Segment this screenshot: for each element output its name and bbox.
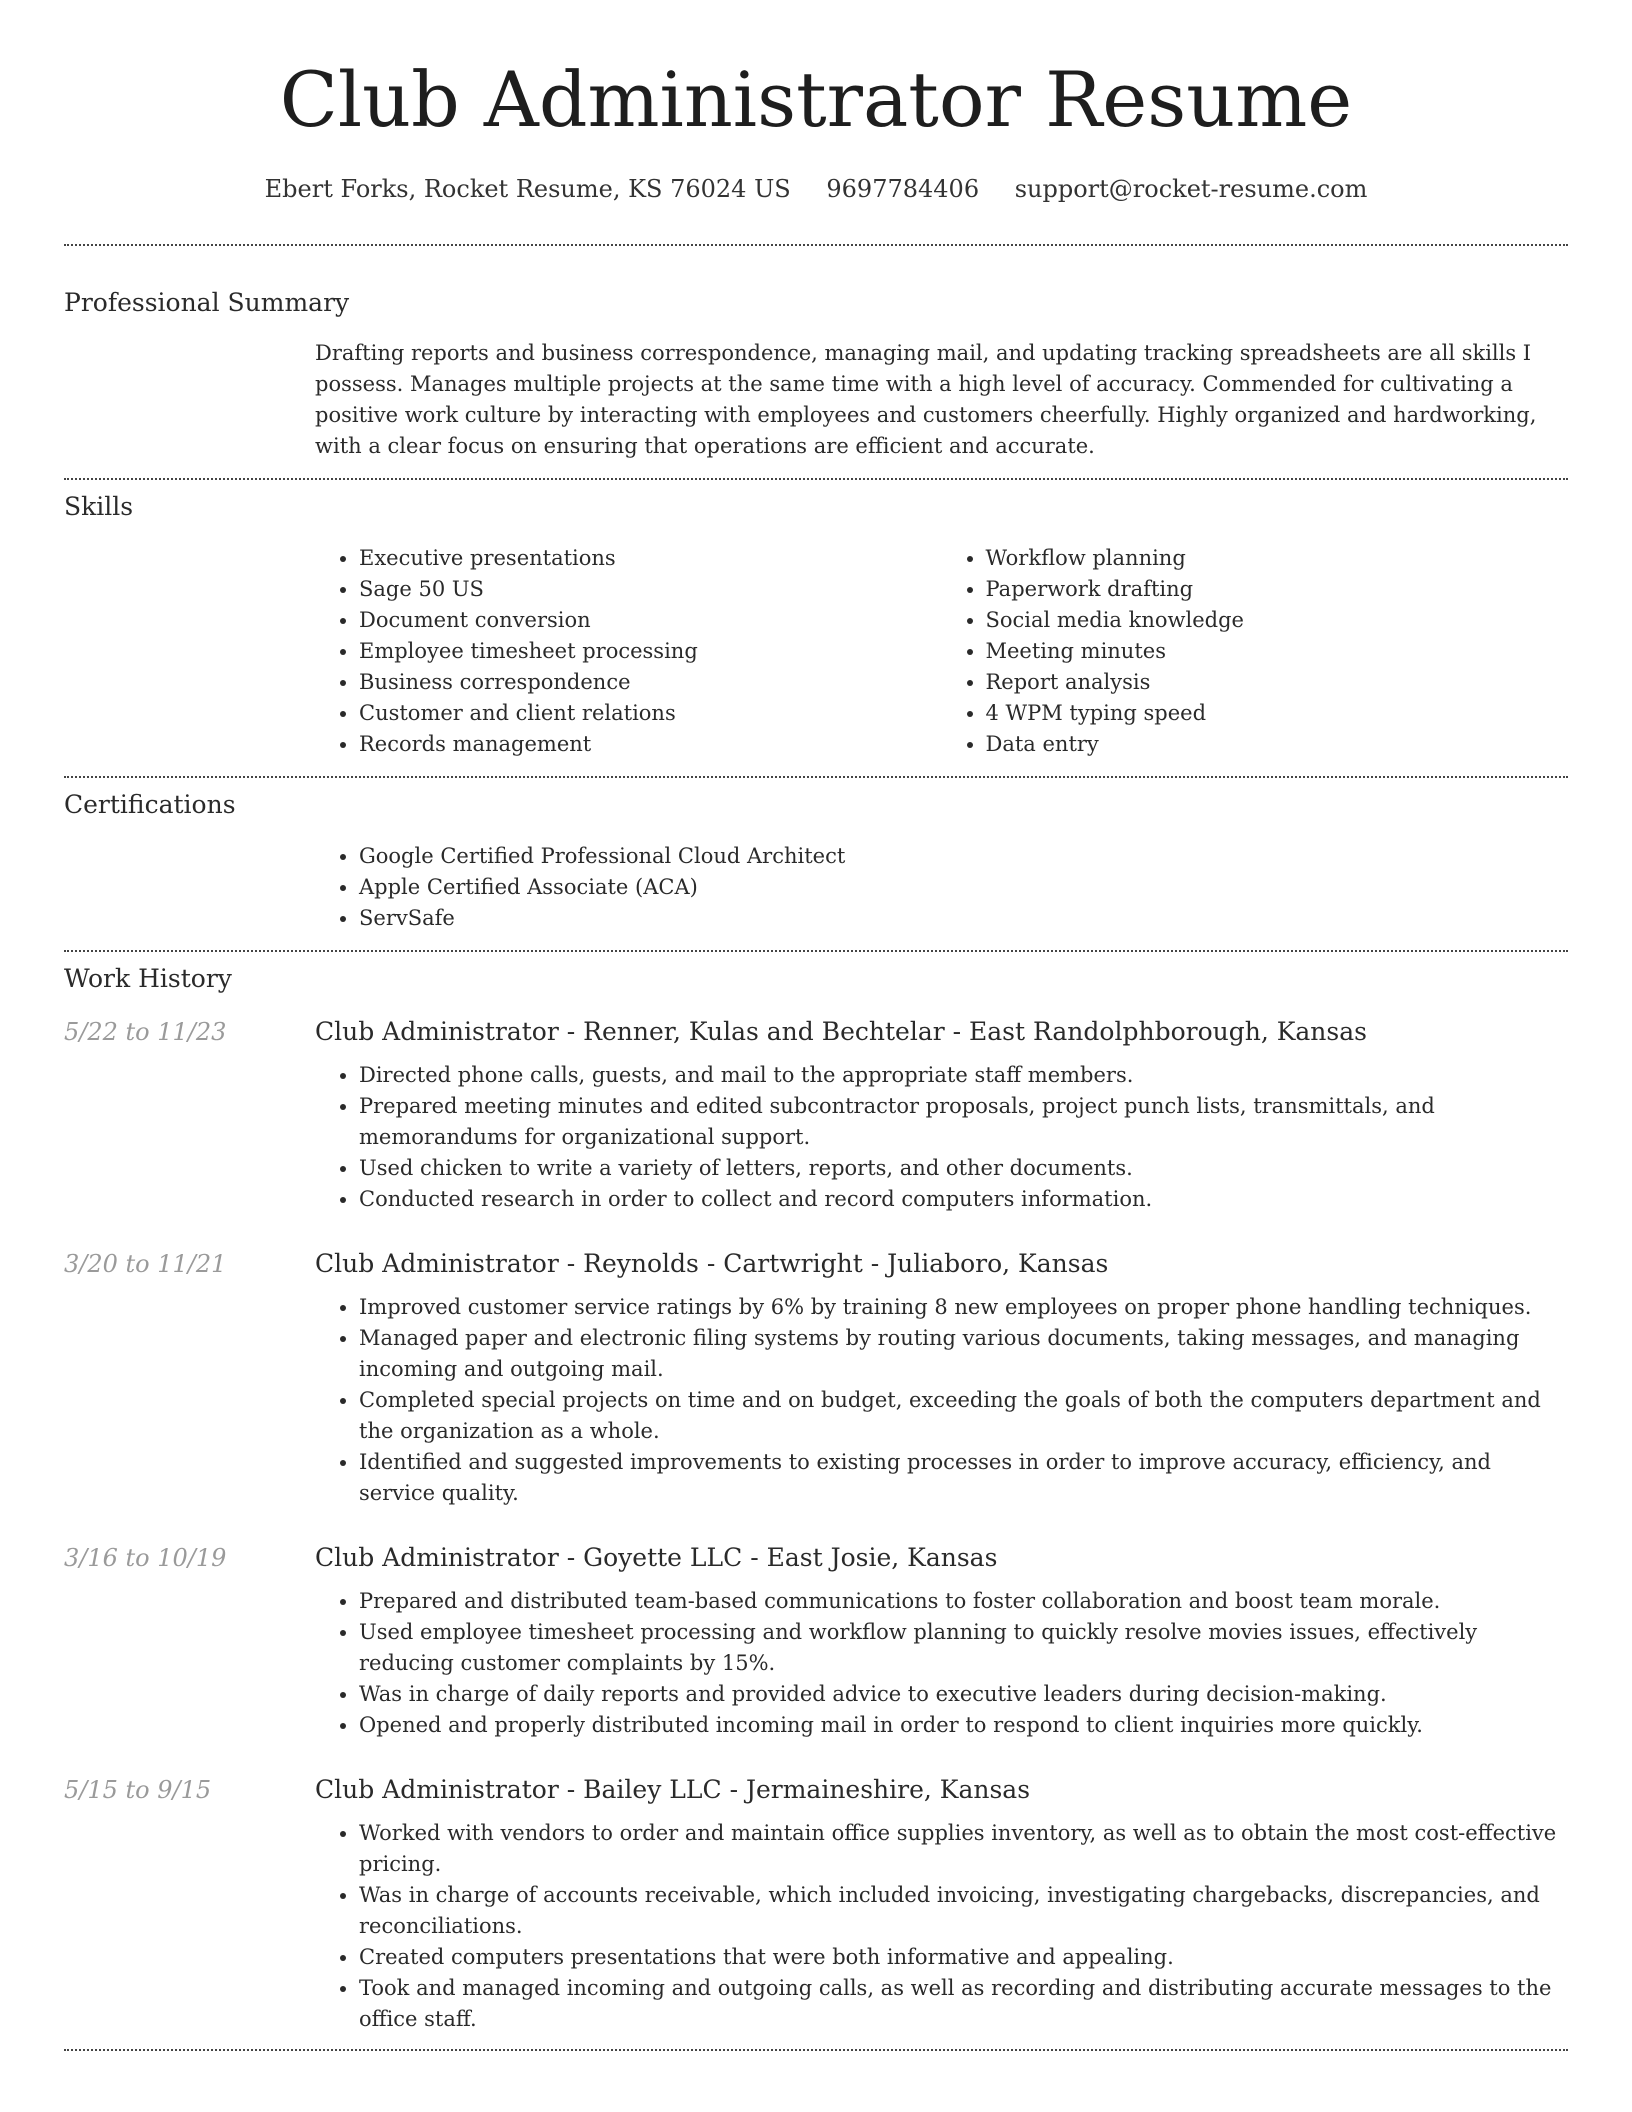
skills-column-left	[315, 543, 942, 760]
skill-item: • Report analysis	[986, 667, 1569, 698]
work-history-section	[64, 962, 1568, 2035]
skill-item: • Meeting minutes	[986, 636, 1569, 667]
job-dates: 5/15 to 9/15	[64, 1776, 212, 1804]
summary-text: Drafting reports and business correspondence, managing mail, and updating tracking spreadsheets are all skills I possess. Manages multiple projects at the same time with a high level of accuracy. Commended for cultivating a positive work culture by interacting with employees and customers cheerfully. Highly organized and hardworking, with a clear focus on ensuring that operations are efficient and accurate.	[315, 341, 1537, 458]
skill-item: • Business correspondence	[359, 667, 942, 698]
skill-item: • Workflow planning	[986, 543, 1569, 574]
certification-item: • Google Certified Professional Cloud Architect	[359, 841, 1568, 872]
contact-email: support@rocket-resume.com	[1014, 175, 1368, 203]
job-title: Club Administrator - Renner, Kulas and Bechtelar - East Randolphborough, Kansas	[315, 1017, 1367, 1046]
job-title: Club Administrator - Reynolds - Cartwright - Juliaboro, Kansas	[315, 1249, 1109, 1278]
contact-line	[64, 172, 1568, 206]
divider	[64, 950, 1568, 952]
skills-heading: Skills	[64, 492, 134, 521]
job-bullet: • Managed paper and electronic filing systems by routing various documents, taking messages, and managing incoming and outgoing mail.	[359, 1323, 1568, 1385]
divider	[64, 478, 1568, 480]
certifications-list	[315, 841, 1568, 934]
summary-body	[315, 338, 1568, 462]
work-history-heading: Work History	[64, 964, 232, 993]
certification-item: • ServSafe	[359, 903, 1568, 934]
job-dates: 5/22 to 11/23	[64, 1018, 227, 1046]
divider	[64, 2049, 1568, 2051]
divider	[64, 244, 1568, 246]
job-bullets	[315, 1586, 1568, 1741]
job-title: Club Administrator - Bailey LLC - Jermaineshire, Kansas	[315, 1775, 1031, 1804]
job-dates: 3/16 to 10/19	[64, 1544, 227, 1572]
job-bullet: • Completed special projects on time and on budget, exceeding the goals of both the computers department and the organization as a whole.	[359, 1385, 1568, 1447]
skill-item: • Sage 50 US	[359, 574, 942, 605]
skill-item: • Customer and client relations	[359, 698, 942, 729]
job-bullet: • Prepared and distributed team-based communications to foster collaboration and boost team morale.	[359, 1586, 1568, 1617]
contact-phone: 9697784406	[826, 175, 980, 203]
job-bullet: • Took and managed incoming and outgoing calls, as well as recording and distributing accurate messages to the office staff.	[359, 1973, 1568, 2035]
job-bullet: • Improved customer service ratings by 6% by training 8 new employees on proper phone handling techniques.	[359, 1292, 1568, 1323]
contact-address: Ebert Forks, Rocket Resume, KS 76024 US	[264, 175, 791, 203]
job-bullet: • Used employee timesheet processing and workflow planning to quickly resolve movies issues, effectively reducing customer complaints by 15%.	[359, 1617, 1568, 1679]
job-bullet: • Was in charge of accounts receivable, which included invoicing, investigating chargebacks, discrepancies, and reconciliations.	[359, 1880, 1568, 1942]
divider	[64, 776, 1568, 778]
job-bullets	[315, 1818, 1568, 2035]
job-bullets	[315, 1292, 1568, 1509]
skills-column-right	[942, 543, 1569, 760]
skill-item: • Executive presentations	[359, 543, 942, 574]
job-bullet: • Was in charge of daily reports and provided advice to executive leaders during decision-making.	[359, 1679, 1568, 1710]
job-entry	[64, 1543, 1568, 1741]
skill-item: • Social media knowledge	[986, 605, 1569, 636]
skill-item: • Data entry	[986, 729, 1569, 760]
skill-item: • Employee timesheet processing	[359, 636, 942, 667]
job-bullets	[315, 1060, 1568, 1215]
job-bullet: • Conducted research in order to collect and record computers information.	[359, 1184, 1568, 1215]
certification-item: • Apple Certified Associate (ACA)	[359, 872, 1568, 903]
summary-section	[64, 286, 1568, 462]
job-dates: 3/20 to 11/21	[64, 1250, 227, 1278]
job-bullet: • Created computers presentations that were both informative and appealing.	[359, 1942, 1568, 1973]
skills-section	[64, 490, 1568, 760]
resume-title: Club Administrator Resume	[279, 55, 1353, 144]
job-entry	[64, 1249, 1568, 1509]
job-bullet: • Used chicken to write a variety of letters, reports, and other documents.	[359, 1153, 1568, 1184]
job-bullet: • Identified and suggested improvements to existing processes in order to improve accuracy, efficiency, and service quality.	[359, 1447, 1568, 1509]
job-entry	[64, 1017, 1568, 1215]
skill-item: • 4 WPM typing speed	[986, 698, 1569, 729]
resume-page	[64, 0, 1568, 2051]
skill-item: • Paperwork drafting	[986, 574, 1569, 605]
skill-item: • Document conversion	[359, 605, 942, 636]
job-entry	[64, 1775, 1568, 2035]
skill-item: • Records management	[359, 729, 942, 760]
certifications-section	[64, 788, 1568, 934]
job-title: Club Administrator - Goyette LLC - East Josie, Kansas	[315, 1543, 998, 1572]
job-bullet: • Directed phone calls, guests, and mail to the appropriate staff members.	[359, 1060, 1568, 1091]
job-bullet: • Opened and properly distributed incoming mail in order to respond to client inquiries more quickly.	[359, 1710, 1568, 1741]
job-bullet: • Prepared meeting minutes and edited subcontractor proposals, project punch lists, transmittals, and memorandums for organizational support.	[359, 1091, 1568, 1153]
skills-list	[315, 543, 1568, 760]
summary-heading: Professional Summary	[64, 288, 350, 317]
job-bullet: • Worked with vendors to order and maintain office supplies inventory, as well as to obtain the most cost-effective pricing.	[359, 1818, 1568, 1880]
certifications-heading: Certifications	[64, 790, 236, 819]
